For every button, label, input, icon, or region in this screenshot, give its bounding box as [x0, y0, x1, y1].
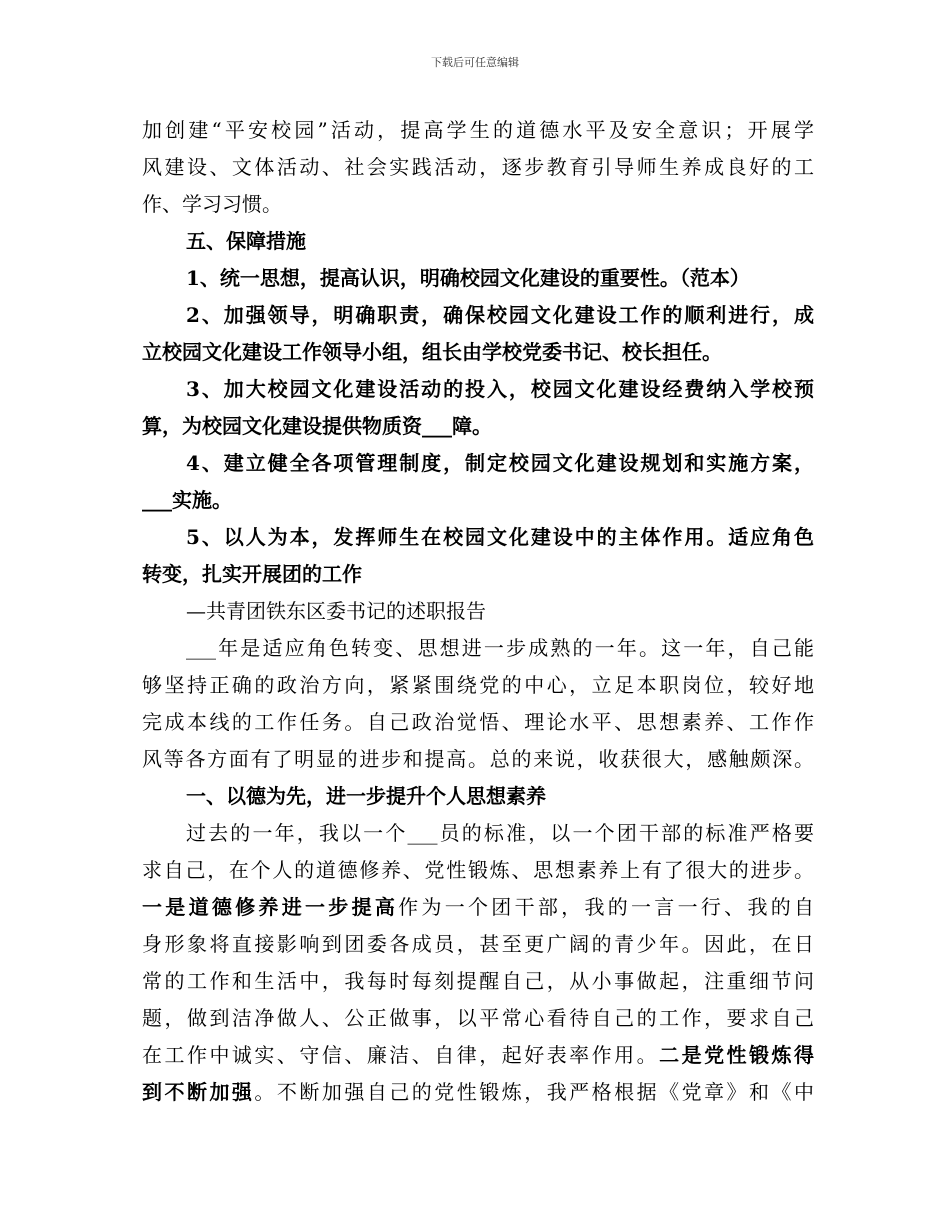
body-line: ___年是适应角色转变、思想进一步成熟的一年。这一年，自己能 [186, 636, 814, 660]
section-heading: 一、以德为先，进一步提升个人思想素养 [186, 784, 546, 808]
body-line [142, 889, 814, 926]
report-title: 转变，扎实开展团的工作 [142, 562, 362, 586]
measure-item-cont: 算，为校园文化建设提供物质资___障。 [142, 414, 492, 438]
measure-item: 1、统一思想，提高认识，明确校园文化建设的重要性。（范本） [186, 266, 750, 290]
body-text: 作为一个团干部，我的一言一行、我的自 [398, 895, 814, 919]
body-line: 常的工作和生活中，我每时每刻提醒自己，从小事做起，注重细节问 [142, 969, 814, 993]
body-text: 在工作中诚实、守信、廉洁、自律，起好表率作用。 [142, 1043, 660, 1067]
body-line: 作、学习习惯。 [142, 192, 282, 216]
measure-item: 3、加大校园文化建设活动的投入，校园文化建设经费纳入学校预 [186, 377, 814, 401]
bold-phrase: 到不断加强 [142, 1080, 255, 1104]
measure-item: 5、以人为本，发挥师生在校园文化建设中的主体作用。适应角色 [186, 525, 814, 549]
body-line: 够坚持正确的政治方向，紧紧围绕党的中心，立足本职岗位，较好地 [142, 673, 814, 697]
bold-phrase: 一是道德修养进一步提高 [142, 895, 399, 919]
body-line: 加创建“平安校园”活动，提高学生的道德水平及安全意识；开展学 [142, 118, 814, 142]
body-text: 。不断加强自己的党性锻炼，我严格根据《党章》和《中 [254, 1080, 814, 1104]
bold-phrase: 二是党性锻炼得 [659, 1043, 814, 1067]
body-line: 题，做到洁净做人、公正做事，以平常心看待自己的工作，要求自己 [142, 1006, 814, 1030]
body-line: 风等各方面有了明显的进步和提高。总的来说，收获很大，感触颇深。 [142, 747, 814, 771]
body-line: 求自己，在个人的道德修养、党性锻炼、思想素养上有了很大的进步。 [142, 858, 814, 882]
body-line: 身形象将直接影响到团委各成员，甚至更广阔的青少年。因此，在日 [142, 932, 814, 956]
measure-item-cont: 立校园文化建设工作领导小组，组长由学校党委书记、校长担任。 [142, 340, 722, 364]
body-line [142, 1074, 814, 1111]
body-line: 完成本线的工作任务。自己政治觉悟、理论水平、思想素养、工作作 [142, 710, 814, 734]
measure-item: 4、建立健全各项管理制度，制定校园文化建设规划和实施方案， [186, 451, 814, 475]
page-header-note: 下载后可任意编辑 [431, 56, 519, 69]
measure-item-cont: ___实施。 [142, 488, 232, 512]
body-line [142, 1037, 814, 1074]
document-body [142, 112, 814, 1111]
body-line: 风建设、文体活动、社会实践活动，逐步教育引导师生养成良好的工 [142, 155, 814, 179]
body-line: 过去的一年，我以一个___员的标准，以一个团干部的标准严格要 [186, 821, 814, 845]
section-heading: 五、保障措施 [186, 229, 306, 253]
report-subtitle: —共青团铁东区委书记的述职报告 [186, 599, 486, 623]
measure-item: 2、加强领导，明确职责，确保校园文化建设工作的顺利进行，成 [186, 303, 814, 327]
